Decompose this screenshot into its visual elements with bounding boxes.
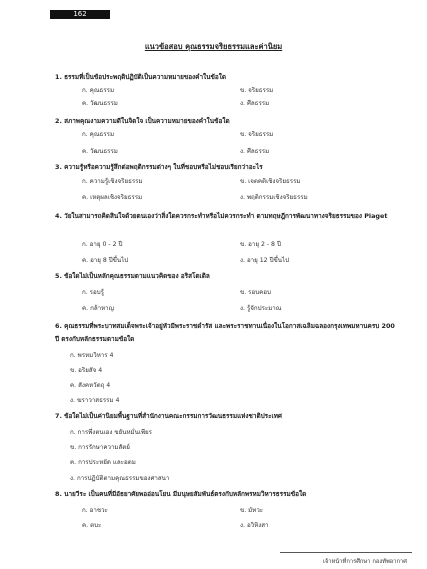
- question-3: 3. ความรู้หรือความรู้สึกต่อพฤติกรรมต่างๆ ในที่ชอบหรือไม่ชอบเรียกว่าอะไร: [55, 163, 263, 171]
- page-footer: เจ้าหน้าที่การศึกษา กองทัพอากาศ: [322, 559, 407, 565]
- option[interactable]: ก. รอบรู้: [82, 289, 104, 296]
- option[interactable]: ง. ฆราวาสธรรม 4: [70, 397, 120, 404]
- option[interactable]: ข. อริยสัจ 4: [70, 367, 103, 374]
- option[interactable]: ข. อายุ 2 - 8 ปี: [240, 241, 281, 248]
- option[interactable]: ก. อายุ 0 - 2 ปี: [82, 241, 123, 248]
- option[interactable]: ค. กล้าหาญ: [82, 305, 114, 312]
- option[interactable]: ค. วัฒนธรรม: [82, 148, 118, 155]
- option[interactable]: ก. คุณธรรม: [82, 131, 115, 138]
- option[interactable]: ก. การพึ่งตนเอง ขยันหมั่นเพียร: [70, 429, 153, 436]
- option[interactable]: ข. การรักษาความสัตย์: [70, 444, 130, 451]
- option[interactable]: ง. ศีลธรรม: [240, 148, 270, 155]
- option[interactable]: ก. พรหมวิหาร 4: [70, 352, 114, 359]
- option[interactable]: ค. สังคหวัตถุ 4: [70, 382, 111, 389]
- option[interactable]: ค. ตบะ: [82, 522, 102, 529]
- question-7: 7. ข้อใดไม่เป็นค่านิยมพื้นฐานที่สำนักงานคณะกรรมการวัฒนธรรมแห่งชาติประเทศ: [55, 412, 282, 420]
- page-title: แนวข้อสอบ คุณธรรมจริยธรรมและค่านิยม: [144, 42, 283, 51]
- option[interactable]: ค. เหตุผลเชิงจริยธรรม: [82, 194, 143, 201]
- option[interactable]: ง. อวิหิงสา: [240, 522, 269, 529]
- option[interactable]: ค. วัฒนธรรม: [82, 100, 118, 107]
- question-4: 4. วัยในสามารถคิดสินใจด้วยตนเองว่าสิ่งใดควรกระทำหรือไม่ควรกระทำ ตามทฤษฎีการพัฒนาทางจริยธรรมของ Piaget: [55, 212, 388, 220]
- option[interactable]: ก. ความรู้เชิงจริยธรรม: [82, 178, 143, 185]
- footer-divider: [280, 552, 412, 553]
- option[interactable]: ง. อายุ 12 ปีขึ้นไป: [240, 257, 290, 264]
- option[interactable]: ง. การปฏิบัติตามคุณธรรมของศาสนา: [70, 475, 170, 482]
- question-5: 5. ข้อใดไม่เป็นหลักคุณธรรมตามแนวคิดของ อริสโตเติล: [55, 272, 210, 280]
- option[interactable]: ข. จริยธรรม: [240, 87, 274, 94]
- question-2: 2. สภาพคุณงามความดีในจิตใจ เป็นความหมายของคำในข้อใด: [55, 117, 230, 125]
- question-1: 1. ธรรมที่เป็นข้อประพฤติปฏิบัติเป็นความหมายของคำในข้อใด: [55, 73, 227, 81]
- option[interactable]: ข. จริยธรรม: [240, 131, 274, 138]
- option[interactable]: ก. อาชวะ: [82, 507, 108, 514]
- option[interactable]: ง. รู้จักประมาณ: [240, 305, 282, 312]
- option[interactable]: ข. เจตคติเชิงจริยธรรม: [240, 178, 301, 185]
- option[interactable]: ง. พฤติกรรมเชิงจริยธรรม: [240, 194, 308, 201]
- option[interactable]: ค. การประหยัด และอดม: [70, 459, 136, 466]
- page-number-bar: [50, 10, 110, 19]
- option[interactable]: ค. อายุ 8 ปีขึ้นไป: [82, 257, 129, 264]
- option[interactable]: ง. ศีลธรรม: [240, 100, 270, 107]
- question-6: 6. คุณธรรมที่พระบาทสมเด็จพระเจ้าอยู่หัวมีพระราชดำรัส และพระราชทานเนื่องในโอกาสเฉลิมฉลองกรุงเทพมหานครบ 200 ปี ตรงกับหลักธรรมตามข้อใด: [55, 322, 395, 343]
- option[interactable]: ข. รอบคอบ: [240, 289, 271, 296]
- question-8: 8. นายวีระ เป็นคนที่มีอัธยาศัยพออ่อนโยน มีมนุษยสัมพันธ์ตรงกับหลักพรหมวิหารธรรมข้อใด: [55, 490, 307, 498]
- page-number: 162: [73, 10, 87, 18]
- option[interactable]: ก. คุณธรรม: [82, 87, 115, 94]
- option[interactable]: ข. มัทวะ: [240, 507, 264, 514]
